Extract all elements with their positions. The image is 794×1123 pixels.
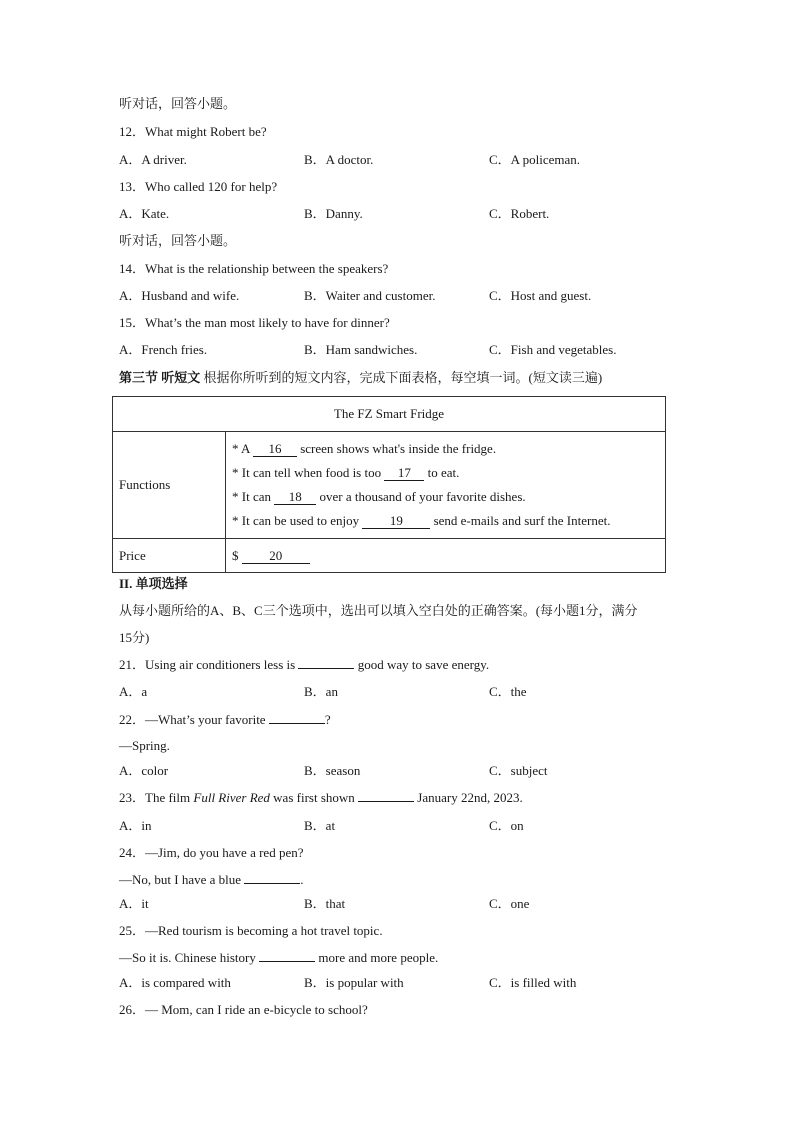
blank-18[interactable]: 18 [274,490,316,505]
q25-reply: —So it is. Chinese history more and more people. [119,950,439,965]
q22-option-c[interactable]: C．subject [489,763,548,778]
q14-option-b[interactable]: B．Waiter and customer. [304,288,436,303]
q12-option-a[interactable]: A．A driver. [119,152,187,167]
q23-option-b[interactable]: B．at [304,818,336,833]
question-12: 12．What might Robert be? [119,124,267,139]
section3-title: 第三节 听短文 [119,370,201,385]
q14-option-a[interactable]: A．Husband and wife. [119,288,240,303]
q25-option-a[interactable]: A．is compared with [119,975,231,990]
q15-option-a[interactable]: A．French fries. [119,342,208,357]
blank-21[interactable] [298,668,354,669]
question-24: 24．—Jim, do you have a red pen? [119,845,304,860]
price-cell: $ 20 [226,539,666,573]
q13-option-c[interactable]: C．Robert. [489,206,550,221]
q12-option-b[interactable]: B．A doctor. [304,152,374,167]
q25-option-b[interactable]: B．is popular with [304,975,404,990]
q14-option-c[interactable]: C．Host and guest. [489,288,592,303]
q22-option-a[interactable]: A．color [119,763,169,778]
q23-option-a[interactable]: A．in [119,818,152,833]
blank-16[interactable]: 16 [253,442,297,457]
q12-option-c[interactable]: C．A policeman. [489,152,580,167]
function-item: * It can tell when food is too 17 to eat. [232,465,460,480]
function-item: * It can be used to enjoy 19 send e-mails and surf the Internet. [232,513,611,528]
price-label: Price [113,539,226,573]
instruction-listen-dialogue-2: 听对话，回答小题。 [119,233,237,248]
question-25: 25．—Red tourism is becoming a hot travel topic. [119,923,383,938]
part2-heading: II. 单项选择 [119,576,188,591]
question-14: 14．What is the relationship between the speakers? [119,261,389,276]
blank-22[interactable] [269,723,325,724]
question-26: 26．— Mom, can I ride an e-bicycle to school? [119,1002,368,1017]
blank-19[interactable]: 19 [362,514,430,529]
question-23: 23．The film Full River Red was first shown January 22nd, 2023. [119,790,523,805]
q15-option-c[interactable]: C．Fish and vegetables. [489,342,617,357]
question-21: 21．Using air conditioners less is good way to save energy. [119,657,490,672]
section3-instruction: 根据你所听到的短文内容，完成下面表格，每空填一词。(短文读三遍) [203,370,603,385]
q22-option-b[interactable]: B．season [304,763,361,778]
q24-option-b[interactable]: B．that [304,896,346,911]
q22-reply: —Spring. [119,738,170,753]
q23-option-c[interactable]: C．on [489,818,524,833]
q13-option-b[interactable]: B．Danny. [304,206,363,221]
part2-instruction-line1: 从每小题所给的A、B、C三个选项中，选出可以填入空白处的正确答案。(每小题1分，满分 [119,603,638,618]
function-item: * It can 18 over a thousand of your favorite dishes. [232,489,526,504]
q24-reply: —No, but I have a blue . [119,872,304,887]
q13-option-a[interactable]: A．Kate. [119,206,170,221]
blank-24[interactable] [244,883,300,884]
question-22: 22．—What’s your favorite ? [119,712,331,727]
section3-heading [119,370,602,386]
blank-23[interactable] [358,801,414,802]
part2-instruction-line2: 15分) [119,630,150,645]
table-title: The FZ Smart Fridge [113,397,666,432]
q25-option-c[interactable]: C．is filled with [489,975,577,990]
q21-option-c[interactable]: C．the [489,684,527,699]
q21-option-b[interactable]: B．an [304,684,338,699]
instruction-listen-dialogue: 听对话，回答小题。 [119,96,237,111]
film-title: Full River Red [193,790,270,805]
question-13: 13．Who called 120 for help? [119,179,278,194]
fridge-table [112,396,666,573]
functions-cell [226,432,666,539]
function-item: * A 16 screen shows what's inside the fridge. [232,441,497,456]
q24-option-c[interactable]: C．one [489,896,530,911]
q24-option-a[interactable]: A．it [119,896,149,911]
functions-label: Functions [113,432,226,539]
blank-25[interactable] [259,961,315,962]
q21-option-a[interactable]: A．a [119,684,148,699]
q15-option-b[interactable]: B．Ham sandwiches. [304,342,418,357]
question-15: 15．What’s the man most likely to have for dinner? [119,315,390,330]
blank-20[interactable]: 20 [242,549,310,564]
blank-17[interactable]: 17 [384,466,424,481]
